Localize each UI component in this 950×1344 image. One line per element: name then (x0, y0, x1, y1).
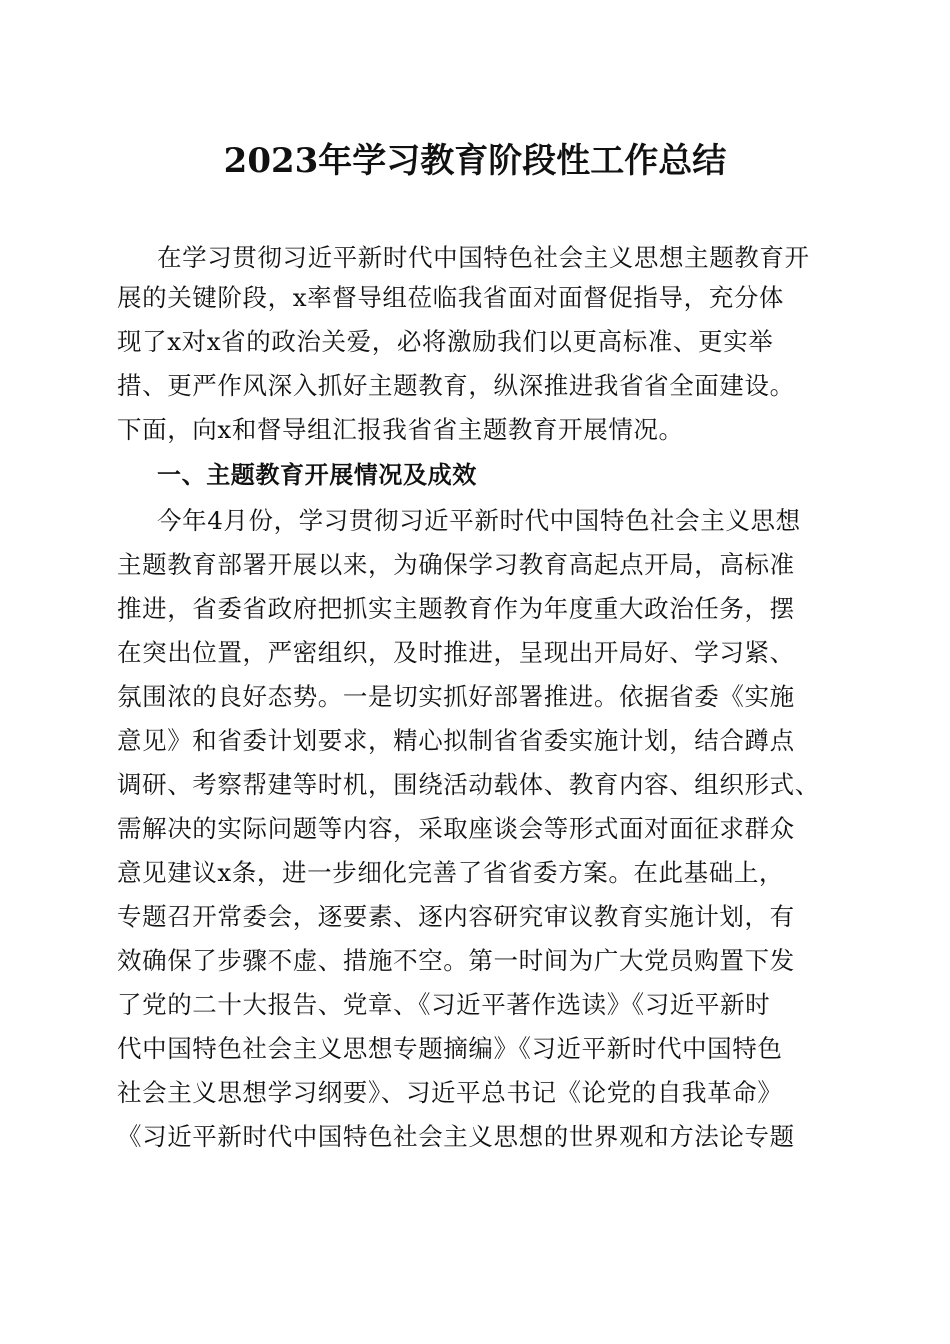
document-title: 2023年学习教育阶段性工作总结 (223, 141, 727, 181)
paragraph2-line: 需解决的实际问题等内容，采取座谈会等形式面对面征求群众 (117, 814, 795, 843)
paragraph2-line: 意见建议x条，进一步细化完善了省省委方案。在此基础上， (117, 858, 785, 887)
paragraph2-line: 今年4月份，学习贯彻习近平新时代中国特色社会主义思想 (157, 506, 801, 535)
paragraph2-line: 氛围浓的良好态势。一是切实抓好部署推进。依据省委《实施 (117, 682, 795, 711)
paragraph1-line: 下面，向x和督导组汇报我省省主题教育开展情况。 (117, 415, 684, 444)
paragraph2-line: 效确保了步骤不虚、措施不空。第一时间为广大党员购置下发 (117, 946, 795, 975)
paragraph2-line: 推进，省委省政府把抓实主题教育作为年度重大政治任务，摆 (117, 594, 795, 623)
section-heading: 一、主题教育开展情况及成效 (157, 461, 477, 489)
paragraph2-line: 《习近平新时代中国特色社会主义思想的世界观和方法论专题 (117, 1122, 795, 1151)
paragraph1-line: 措、更严作风深入抓好主题教育，纵深推进我省省全面建设。 (117, 371, 795, 400)
paragraph2-line: 意见》和省委计划要求，精心拟制省省委实施计划，结合蹲点 (117, 726, 795, 755)
paragraph2-line: 调研、考察帮建等时机，围绕活动载体、教育内容、组织形式、 (117, 770, 820, 799)
paragraph2-line: 专题召开常委会，逐要素、逐内容研究审议教育实施计划，有 (117, 902, 795, 931)
paragraph1-line: 现了x对x省的政治关爱，必将激励我们以更高标准、更实举 (117, 327, 774, 356)
paragraph2-line: 主题教育部署开展以来，为确保学习教育高起点开局，高标准 (117, 550, 795, 579)
paragraph1-line: 展的关键阶段，x率督导组莅临我省面对面督促指导，充分体 (117, 283, 785, 312)
paragraph2-line: 代中国特色社会主义思想专题摘编》《习近平新时代中国特色 (117, 1034, 783, 1063)
paragraph1-line: 在学习贯彻习近平新时代中国特色社会主义思想主题教育开 (157, 243, 810, 272)
paragraph2-line: 在突出位置，严密组织，及时推进，呈现出开局好、学习紧、 (117, 638, 795, 667)
paragraph2-line: 了党的二十大报告、党章、《习近平著作选读》《习近平新时 (117, 990, 771, 1019)
paragraph2-line: 社会主义思想学习纲要》、习近平总书记《论党的自我革命》 (117, 1078, 783, 1107)
